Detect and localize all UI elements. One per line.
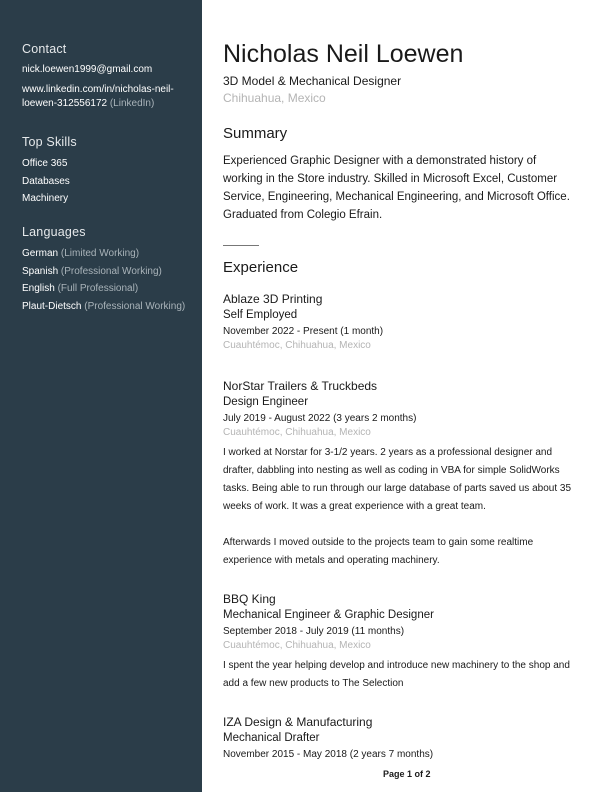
job-entry <box>223 714 593 762</box>
job-entry <box>223 378 593 570</box>
language-name: Plaut-Dietsch <box>22 300 82 312</box>
languages-section <box>22 225 197 315</box>
contact-section <box>22 42 197 111</box>
summary-heading: Summary <box>223 125 288 142</box>
summary-line: working in the Store industry. Skilled in Microsoft Excel, Customer <box>223 173 558 185</box>
sidebar <box>0 0 202 792</box>
language-item <box>22 280 197 298</box>
job-entry <box>223 291 593 353</box>
language-item <box>22 245 197 263</box>
job-company: Ablaze 3D Printing <box>223 292 323 306</box>
language-name: Spanish <box>22 265 59 277</box>
job-description <box>223 657 593 693</box>
linkedin-url-line2[interactable] <box>22 97 197 111</box>
language-level: (Professional Working) <box>58 265 162 277</box>
skill-item: Databases <box>22 175 70 187</box>
job-company: IZA Design & Manufacturing <box>223 715 373 729</box>
description-line: I worked at Norstar for 3-1/2 years. 2 years as a professional designer and <box>223 447 553 458</box>
job-title: Self Employed <box>223 309 298 321</box>
job-company: NorStar Trailers & Truckbeds <box>223 379 378 393</box>
section-divider <box>223 245 259 246</box>
contact-email[interactable]: nick.loewen1999@gmail.com <box>22 64 153 75</box>
contact-heading: Contact <box>22 42 67 56</box>
language-name: German <box>22 248 59 259</box>
job-dates: November 2015 - May 2018 (2 years 7 months) <box>223 749 434 760</box>
language-level: (Limited Working) <box>58 248 140 259</box>
languages-heading: Languages <box>22 225 86 239</box>
description-line: experience with metals and operating machinery. <box>223 555 440 566</box>
language-name: English <box>22 283 55 294</box>
linkedin-url-line1[interactable]: www.linkedin.com/in/nicholas-neil- <box>22 84 174 95</box>
job-location: Cuauhtémoc, Chihuahua, Mexico <box>223 640 371 651</box>
job-dates: November 2022 - Present (1 month) <box>223 326 384 337</box>
linkedin-url-part2[interactable]: loewen-312556172 <box>22 98 108 109</box>
description-line: add a few new products to The Selection <box>223 678 404 689</box>
description-line: I spent the year helping develop and introduce new machinery to the shop and <box>223 660 570 671</box>
summary-line: Experienced Graphic Designer with a demonstrated history of <box>223 155 537 167</box>
skill-item: Machinery <box>22 193 69 204</box>
summary-line: Service, Engineering, Mechanical Engineering, and Microsoft Office. <box>223 191 570 203</box>
description-line: Afterwards I moved outside to the projects team to gain some realtime <box>223 537 534 548</box>
job-title: Design Engineer <box>223 396 309 408</box>
description-paragraph <box>223 657 593 693</box>
job-dates: July 2019 - August 2022 (3 years 2 months) <box>223 413 417 424</box>
job-company: BBQ King <box>223 592 276 606</box>
linkedin-link[interactable] <box>22 83 197 111</box>
job-entry <box>223 591 593 693</box>
skill-item: Office 365 <box>22 158 68 169</box>
skills-heading: Top Skills <box>22 135 77 149</box>
description-line: weeks of work. It was a great experience with a great team. <box>223 501 486 512</box>
job-location: Cuauhtémoc, Chihuahua, Mexico <box>223 427 371 438</box>
skills-section <box>22 135 197 208</box>
description-paragraph <box>223 534 593 570</box>
person-name: Nicholas Neil Loewen <box>223 40 464 68</box>
job-location: Cuauhtémoc, Chihuahua, Mexico <box>223 340 371 351</box>
summary-line: Graduated from Colegio Efrain. <box>223 209 383 221</box>
language-item <box>22 263 197 281</box>
person-location: Chihuahua, Mexico <box>223 91 326 105</box>
language-item <box>22 298 197 316</box>
job-title: Mechanical Drafter <box>223 732 320 744</box>
page-number: Page 1 of 2 <box>383 769 431 779</box>
headline: 3D Model & Mechanical Designer <box>223 74 402 88</box>
description-line: drafter, dabbling into nesting as well as coding in VBA for simple SolidWorks <box>223 465 560 476</box>
linkedin-suffix: (LinkedIn) <box>107 98 155 109</box>
summary-text <box>223 152 591 224</box>
language-level: (Full Professional) <box>54 283 139 294</box>
job-description <box>223 444 593 570</box>
description-line: tasks. Being able to run through our large database of parts saved us about 35 <box>223 483 572 494</box>
language-level: (Professional Working) <box>81 300 186 312</box>
experience-heading: Experience <box>223 259 299 276</box>
description-paragraph <box>223 444 593 516</box>
job-dates: September 2018 - July 2019 (11 months) <box>223 626 405 637</box>
job-title: Mechanical Engineer & Graphic Designer <box>223 609 434 621</box>
